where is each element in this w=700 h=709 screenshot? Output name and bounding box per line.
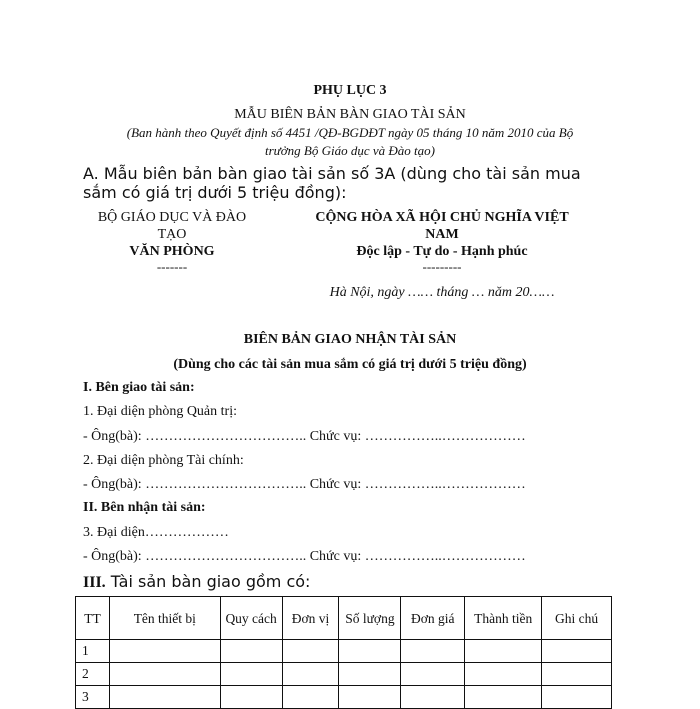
part-3-heading-number: III. <box>83 574 106 591</box>
header-spec: Quy cách <box>220 597 282 640</box>
person-line-1: - Ông(bà): …………………………….. Chức vụ: ……………..……………… <box>83 429 526 444</box>
row-number: 1 <box>76 640 110 663</box>
ministry-name-line-1: BỘ GIÁO DỤC VÀ ĐÀO <box>97 210 247 225</box>
section-a-line-2: sắm có giá trị dưới 5 triệu đồng): <box>83 183 347 202</box>
issued-by-line-2: trưởng Bộ Giáo dục và Đào tạo) <box>264 143 435 158</box>
appendix-label: PHỤ LỤC 3 <box>313 83 387 98</box>
row-number: 3 <box>76 686 110 709</box>
country-name-line-1: CỘNG HÒA XÃ HỘI CHỦ NGHĨA VIỆT <box>315 210 569 225</box>
issued-by-line-1: (Ban hành theo Quyết định số 4451 /QĐ-BGDĐT ngày 05 tháng 10 năm 2010 của Bộ <box>126 125 574 140</box>
document-title: BIÊN BẢN GIAO NHẬN TÀI SẢN <box>243 332 457 347</box>
header-quantity: Số lượng <box>339 597 401 640</box>
header-amount: Thành tiền <box>465 597 542 640</box>
header-unit-price: Đơn giá <box>401 597 465 640</box>
country-name-line-2: NAM <box>425 227 459 242</box>
table-row <box>76 640 612 663</box>
part-1-heading: I. Bên giao tài sản: <box>83 380 195 395</box>
date-line: Hà Nội, ngày …… tháng … năm 20…… <box>329 285 555 300</box>
motto-separator: --------- <box>422 259 462 274</box>
rep-receiver-label: 3. Đại diện……………… <box>83 525 229 540</box>
table-row <box>76 663 612 686</box>
person-line-2: - Ông(bà): …………………………….. Chức vụ: ……………..……………… <box>83 477 526 492</box>
office-separator: ------- <box>156 259 188 274</box>
header-notes: Ghi chú <box>542 597 612 640</box>
section-a-line-1: A. Mẫu biên bản bàn giao tài sản số 3A (dùng cho tài sản mua <box>83 164 581 183</box>
form-title: MẪU BIÊN BẢN BÀN GIAO TÀI SẢN <box>234 107 466 122</box>
rep-finance-label: 2. Đại diện phòng Tài chính: <box>83 453 244 468</box>
part-2-heading: II. Bên nhận tài sản: <box>83 500 206 515</box>
header-unit: Đơn vị <box>282 597 339 640</box>
rep-admin-label: 1. Đại diện phòng Quản trị: <box>83 404 237 419</box>
document-subtitle: (Dùng cho các tài sản mua sắm có giá trị dưới 5 triệu đồng) <box>173 357 527 372</box>
header-device-name: Tên thiết bị <box>109 597 220 640</box>
row-number: 2 <box>76 663 110 686</box>
national-motto: Độc lập - Tự do - Hạnh phúc <box>356 244 528 259</box>
table-header-row <box>76 597 612 640</box>
ministry-name-line-2: TẠO <box>157 227 187 242</box>
part-3-heading <box>83 572 310 592</box>
header-tt: TT <box>76 597 110 640</box>
person-line-3: - Ông(bà): …………………………….. Chức vụ: ……………..……………… <box>83 549 526 564</box>
asset-table <box>75 596 612 709</box>
office-name: VĂN PHÒNG <box>129 244 215 259</box>
part-3-heading-text: Tài sản bàn giao gồm có: <box>105 572 311 591</box>
table-row <box>76 686 612 709</box>
